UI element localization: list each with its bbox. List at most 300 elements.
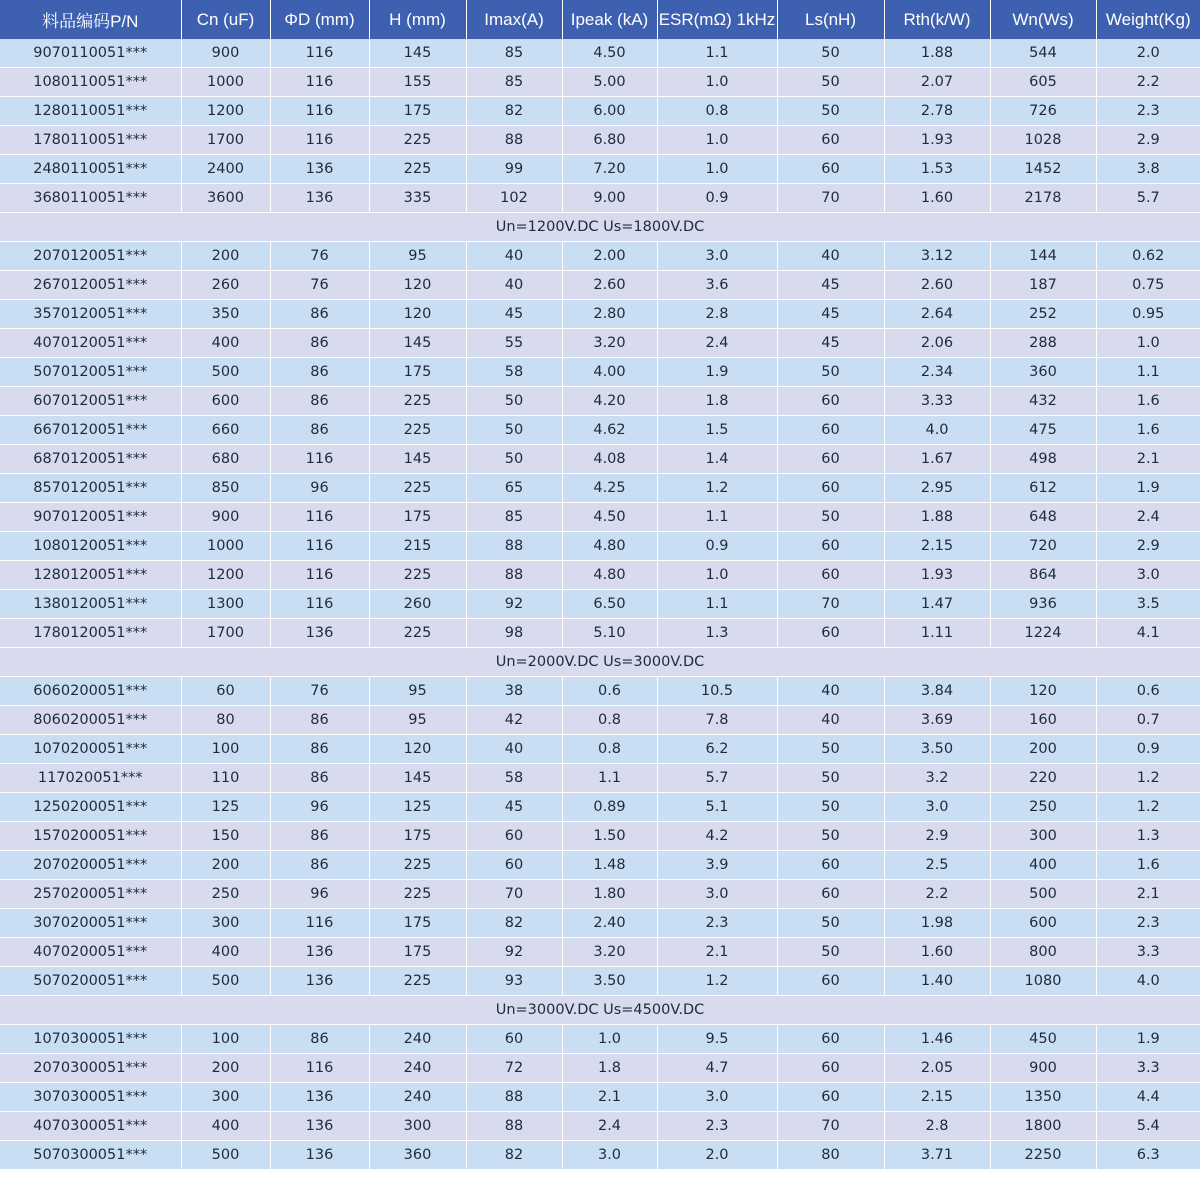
col-part-number-cell: 2070120051*** <box>0 242 181 271</box>
col-capacitance-cell: 1200 <box>181 97 270 126</box>
col-energy-header: Wn(Ws) <box>990 0 1096 39</box>
col-esr-cell: 2.4 <box>657 329 777 358</box>
col-imax-cell: 45 <box>466 300 562 329</box>
col-ipeak-cell: 1.1 <box>562 764 657 793</box>
col-rth-cell: 2.06 <box>884 329 990 358</box>
col-inductance-cell: 60 <box>777 155 884 184</box>
col-energy-cell: 187 <box>990 271 1096 300</box>
col-part-number-cell: 6870120051*** <box>0 445 181 474</box>
table-row <box>0 1112 1200 1141</box>
col-diameter-cell: 86 <box>270 387 369 416</box>
col-part-number-cell: 5070120051*** <box>0 358 181 387</box>
col-inductance-cell: 50 <box>777 938 884 967</box>
col-diameter-header: ΦD (mm) <box>270 0 369 39</box>
col-diameter-cell: 116 <box>270 1054 369 1083</box>
col-inductance-cell: 60 <box>777 416 884 445</box>
col-imax-cell: 82 <box>466 1141 562 1170</box>
col-inductance-header: Ls(nH) <box>777 0 884 39</box>
col-part-number-cell: 1280120051*** <box>0 561 181 590</box>
col-weight-cell: 1.3 <box>1096 822 1200 851</box>
voltage-group-label: Un=2000V.DC Us=3000V.DC <box>0 648 1200 677</box>
col-esr-cell: 3.0 <box>657 880 777 909</box>
col-energy-cell: 360 <box>990 358 1096 387</box>
col-rth-cell: 1.60 <box>884 184 990 213</box>
col-energy-cell: 200 <box>990 735 1096 764</box>
col-esr-cell: 6.2 <box>657 735 777 764</box>
table-row <box>0 329 1200 358</box>
col-ipeak-cell: 6.00 <box>562 97 657 126</box>
col-height-cell: 240 <box>369 1083 466 1112</box>
col-inductance-cell: 60 <box>777 474 884 503</box>
col-ipeak-cell: 3.50 <box>562 967 657 996</box>
col-weight-cell: 2.1 <box>1096 445 1200 474</box>
table-row <box>0 1025 1200 1054</box>
col-diameter-cell: 116 <box>270 532 369 561</box>
table-row <box>0 619 1200 648</box>
col-ipeak-cell: 4.25 <box>562 474 657 503</box>
voltage-group-row <box>0 648 1200 677</box>
col-esr-cell: 1.1 <box>657 503 777 532</box>
col-ipeak-cell: 7.20 <box>562 155 657 184</box>
col-height-cell: 225 <box>369 619 466 648</box>
table-row <box>0 764 1200 793</box>
col-rth-cell: 2.34 <box>884 358 990 387</box>
table-header <box>0 0 1200 39</box>
col-ipeak-cell: 0.8 <box>562 735 657 764</box>
col-inductance-cell: 60 <box>777 619 884 648</box>
col-rth-cell: 1.67 <box>884 445 990 474</box>
col-esr-cell: 2.3 <box>657 909 777 938</box>
col-ipeak-cell: 5.00 <box>562 68 657 97</box>
col-part-number-cell: 1250200051*** <box>0 793 181 822</box>
col-capacitance-cell: 2400 <box>181 155 270 184</box>
col-energy-cell: 2250 <box>990 1141 1096 1170</box>
col-energy-cell: 400 <box>990 851 1096 880</box>
col-capacitance-cell: 680 <box>181 445 270 474</box>
col-diameter-cell: 116 <box>270 909 369 938</box>
col-rth-cell: 2.78 <box>884 97 990 126</box>
col-capacitance-cell: 300 <box>181 909 270 938</box>
col-energy-cell: 498 <box>990 445 1096 474</box>
col-part-number-cell: 1380120051*** <box>0 590 181 619</box>
col-capacitance-cell: 900 <box>181 503 270 532</box>
col-weight-cell: 4.4 <box>1096 1083 1200 1112</box>
col-rth-cell: 3.50 <box>884 735 990 764</box>
col-ipeak-cell: 0.8 <box>562 706 657 735</box>
col-rth-cell: 2.9 <box>884 822 990 851</box>
table-row <box>0 1083 1200 1112</box>
col-capacitance-cell: 850 <box>181 474 270 503</box>
col-weight-cell: 4.0 <box>1096 967 1200 996</box>
col-rth-cell: 1.93 <box>884 561 990 590</box>
col-esr-cell: 4.7 <box>657 1054 777 1083</box>
table-row <box>0 97 1200 126</box>
col-weight-cell: 1.1 <box>1096 358 1200 387</box>
col-weight-cell: 2.0 <box>1096 39 1200 68</box>
col-weight-cell: 1.6 <box>1096 387 1200 416</box>
col-height-cell: 145 <box>369 764 466 793</box>
col-imax-cell: 58 <box>466 358 562 387</box>
col-energy-cell: 288 <box>990 329 1096 358</box>
voltage-group-label: Un=1200V.DC Us=1800V.DC <box>0 213 1200 242</box>
col-imax-cell: 40 <box>466 735 562 764</box>
col-capacitance-cell: 100 <box>181 1025 270 1054</box>
col-rth-cell: 2.05 <box>884 1054 990 1083</box>
col-energy-cell: 250 <box>990 793 1096 822</box>
col-imax-cell: 60 <box>466 822 562 851</box>
col-rth-cell: 1.88 <box>884 503 990 532</box>
col-weight-cell: 4.1 <box>1096 619 1200 648</box>
col-diameter-cell: 116 <box>270 68 369 97</box>
col-energy-cell: 720 <box>990 532 1096 561</box>
voltage-group-row <box>0 213 1200 242</box>
col-diameter-cell: 86 <box>270 329 369 358</box>
col-esr-cell: 2.0 <box>657 1141 777 1170</box>
col-rth-cell: 1.60 <box>884 938 990 967</box>
col-height-cell: 215 <box>369 532 466 561</box>
col-weight-cell: 2.9 <box>1096 532 1200 561</box>
col-inductance-cell: 60 <box>777 851 884 880</box>
col-part-number-cell: 4070120051*** <box>0 329 181 358</box>
table-row <box>0 416 1200 445</box>
col-part-number-cell: 8060200051*** <box>0 706 181 735</box>
col-energy-cell: 726 <box>990 97 1096 126</box>
col-capacitance-cell: 125 <box>181 793 270 822</box>
col-capacitance-cell: 200 <box>181 242 270 271</box>
col-capacitance-cell: 110 <box>181 764 270 793</box>
col-energy-cell: 220 <box>990 764 1096 793</box>
col-ipeak-cell: 2.4 <box>562 1112 657 1141</box>
col-esr-cell: 3.6 <box>657 271 777 300</box>
table-row <box>0 68 1200 97</box>
col-part-number-cell: 1080110051*** <box>0 68 181 97</box>
table-row <box>0 1054 1200 1083</box>
table-row <box>0 880 1200 909</box>
col-energy-cell: 605 <box>990 68 1096 97</box>
col-weight-cell: 3.8 <box>1096 155 1200 184</box>
col-energy-cell: 1080 <box>990 967 1096 996</box>
col-imax-cell: 40 <box>466 242 562 271</box>
col-esr-cell: 0.8 <box>657 97 777 126</box>
col-inductance-cell: 40 <box>777 677 884 706</box>
col-height-cell: 225 <box>369 474 466 503</box>
col-diameter-cell: 136 <box>270 1083 369 1112</box>
col-capacitance-cell: 500 <box>181 967 270 996</box>
col-height-cell: 120 <box>369 271 466 300</box>
col-inductance-cell: 50 <box>777 764 884 793</box>
col-energy-cell: 800 <box>990 938 1096 967</box>
col-weight-cell: 0.75 <box>1096 271 1200 300</box>
col-imax-cell: 85 <box>466 503 562 532</box>
col-capacitance-cell: 400 <box>181 1112 270 1141</box>
col-imax-cell: 88 <box>466 126 562 155</box>
col-part-number-cell: 117020051*** <box>0 764 181 793</box>
col-height-cell: 225 <box>369 851 466 880</box>
col-imax-cell: 93 <box>466 967 562 996</box>
col-weight-cell: 1.9 <box>1096 1025 1200 1054</box>
col-inductance-cell: 50 <box>777 735 884 764</box>
col-inductance-cell: 80 <box>777 1141 884 1170</box>
col-diameter-cell: 136 <box>270 619 369 648</box>
col-rth-cell: 2.64 <box>884 300 990 329</box>
col-height-header: H (mm) <box>369 0 466 39</box>
col-esr-cell: 1.2 <box>657 967 777 996</box>
col-energy-cell: 1224 <box>990 619 1096 648</box>
col-inductance-cell: 60 <box>777 1083 884 1112</box>
col-weight-cell: 3.0 <box>1096 561 1200 590</box>
col-part-number-cell: 3570120051*** <box>0 300 181 329</box>
col-imax-cell: 58 <box>466 764 562 793</box>
table-row <box>0 822 1200 851</box>
col-ipeak-cell: 3.20 <box>562 938 657 967</box>
col-esr-cell: 1.0 <box>657 126 777 155</box>
col-imax-cell: 98 <box>466 619 562 648</box>
col-esr-cell: 5.1 <box>657 793 777 822</box>
col-ipeak-cell: 4.80 <box>562 561 657 590</box>
col-diameter-cell: 116 <box>270 97 369 126</box>
table-row <box>0 184 1200 213</box>
col-part-number-cell: 5070200051*** <box>0 967 181 996</box>
col-part-number-cell: 6060200051*** <box>0 677 181 706</box>
col-imax-cell: 99 <box>466 155 562 184</box>
col-diameter-cell: 86 <box>270 764 369 793</box>
col-weight-cell: 1.2 <box>1096 793 1200 822</box>
col-diameter-cell: 96 <box>270 880 369 909</box>
col-esr-cell: 10.5 <box>657 677 777 706</box>
col-energy-cell: 120 <box>990 677 1096 706</box>
col-diameter-cell: 86 <box>270 822 369 851</box>
col-height-cell: 95 <box>369 242 466 271</box>
col-part-number-cell: 1070200051*** <box>0 735 181 764</box>
col-part-number-cell: 1780110051*** <box>0 126 181 155</box>
col-rth-cell: 1.98 <box>884 909 990 938</box>
col-capacitance-cell: 1000 <box>181 532 270 561</box>
table-row <box>0 967 1200 996</box>
col-esr-cell: 3.0 <box>657 1083 777 1112</box>
col-height-cell: 175 <box>369 938 466 967</box>
col-part-number-cell: 2480110051*** <box>0 155 181 184</box>
col-energy-cell: 612 <box>990 474 1096 503</box>
table-row <box>0 561 1200 590</box>
col-capacitance-cell: 150 <box>181 822 270 851</box>
col-inductance-cell: 60 <box>777 445 884 474</box>
table-row <box>0 39 1200 68</box>
table-row <box>0 590 1200 619</box>
col-inductance-cell: 60 <box>777 880 884 909</box>
col-imax-cell: 45 <box>466 793 562 822</box>
col-inductance-cell: 40 <box>777 242 884 271</box>
col-capacitance-cell: 1700 <box>181 126 270 155</box>
col-inductance-cell: 50 <box>777 39 884 68</box>
col-ipeak-cell: 6.80 <box>562 126 657 155</box>
col-part-number-cell: 4070300051*** <box>0 1112 181 1141</box>
col-esr-cell: 4.2 <box>657 822 777 851</box>
col-height-cell: 225 <box>369 416 466 445</box>
col-diameter-cell: 96 <box>270 474 369 503</box>
col-energy-cell: 648 <box>990 503 1096 532</box>
col-ipeak-cell: 4.62 <box>562 416 657 445</box>
col-height-cell: 260 <box>369 590 466 619</box>
table-row <box>0 271 1200 300</box>
table-row <box>0 1141 1200 1170</box>
col-part-number-cell: 9070110051*** <box>0 39 181 68</box>
col-inductance-cell: 60 <box>777 967 884 996</box>
col-esr-cell: 1.1 <box>657 590 777 619</box>
col-ipeak-cell: 2.00 <box>562 242 657 271</box>
col-ipeak-cell: 1.0 <box>562 1025 657 1054</box>
col-diameter-cell: 86 <box>270 851 369 880</box>
col-rth-cell: 1.11 <box>884 619 990 648</box>
col-imax-cell: 55 <box>466 329 562 358</box>
col-diameter-cell: 116 <box>270 590 369 619</box>
col-weight-header: Weight(Kg) <box>1096 0 1200 39</box>
col-imax-cell: 82 <box>466 97 562 126</box>
col-height-cell: 225 <box>369 561 466 590</box>
col-ipeak-cell: 4.00 <box>562 358 657 387</box>
col-height-cell: 155 <box>369 68 466 97</box>
col-part-number-cell: 2070200051*** <box>0 851 181 880</box>
col-energy-cell: 1028 <box>990 126 1096 155</box>
col-inductance-cell: 60 <box>777 1025 884 1054</box>
col-height-cell: 145 <box>369 445 466 474</box>
col-esr-cell: 0.9 <box>657 184 777 213</box>
col-weight-cell: 1.6 <box>1096 416 1200 445</box>
col-height-cell: 95 <box>369 706 466 735</box>
col-inductance-cell: 50 <box>777 822 884 851</box>
col-weight-cell: 2.3 <box>1096 97 1200 126</box>
col-imax-cell: 82 <box>466 909 562 938</box>
col-imax-cell: 88 <box>466 561 562 590</box>
col-part-number-cell: 3070200051*** <box>0 909 181 938</box>
table-row <box>0 126 1200 155</box>
voltage-group-label: Un=3000V.DC Us=4500V.DC <box>0 996 1200 1025</box>
col-weight-cell: 3.5 <box>1096 590 1200 619</box>
col-esr-cell: 1.0 <box>657 68 777 97</box>
col-inductance-cell: 40 <box>777 706 884 735</box>
col-inductance-cell: 45 <box>777 329 884 358</box>
col-energy-cell: 252 <box>990 300 1096 329</box>
col-part-number-cell: 6670120051*** <box>0 416 181 445</box>
col-esr-cell: 0.9 <box>657 532 777 561</box>
table-body <box>0 39 1200 1170</box>
col-energy-cell: 936 <box>990 590 1096 619</box>
col-energy-cell: 144 <box>990 242 1096 271</box>
col-part-number-cell: 6070120051*** <box>0 387 181 416</box>
col-esr-cell: 3.0 <box>657 242 777 271</box>
col-height-cell: 120 <box>369 735 466 764</box>
col-ipeak-cell: 4.20 <box>562 387 657 416</box>
col-imax-cell: 50 <box>466 416 562 445</box>
col-weight-cell: 5.7 <box>1096 184 1200 213</box>
table-row <box>0 735 1200 764</box>
col-height-cell: 175 <box>369 358 466 387</box>
table-row <box>0 358 1200 387</box>
header-row <box>0 0 1200 39</box>
col-esr-cell: 1.0 <box>657 155 777 184</box>
col-diameter-cell: 116 <box>270 39 369 68</box>
col-height-cell: 175 <box>369 822 466 851</box>
table-row <box>0 938 1200 967</box>
col-part-number-cell: 1280110051*** <box>0 97 181 126</box>
col-height-cell: 225 <box>369 880 466 909</box>
table-row <box>0 474 1200 503</box>
col-esr-cell: 1.5 <box>657 416 777 445</box>
col-energy-cell: 475 <box>990 416 1096 445</box>
col-height-cell: 175 <box>369 97 466 126</box>
col-esr-cell: 1.0 <box>657 561 777 590</box>
col-part-number-cell: 1080120051*** <box>0 532 181 561</box>
col-weight-cell: 2.1 <box>1096 880 1200 909</box>
col-capacitance-cell: 400 <box>181 329 270 358</box>
col-diameter-cell: 76 <box>270 242 369 271</box>
col-diameter-cell: 116 <box>270 561 369 590</box>
col-energy-cell: 1800 <box>990 1112 1096 1141</box>
col-weight-cell: 0.95 <box>1096 300 1200 329</box>
col-ipeak-cell: 4.50 <box>562 39 657 68</box>
col-height-cell: 95 <box>369 677 466 706</box>
col-energy-cell: 864 <box>990 561 1096 590</box>
col-energy-cell: 900 <box>990 1054 1096 1083</box>
col-imax-cell: 50 <box>466 445 562 474</box>
col-energy-cell: 1452 <box>990 155 1096 184</box>
col-height-cell: 360 <box>369 1141 466 1170</box>
col-ipeak-cell: 9.00 <box>562 184 657 213</box>
col-ipeak-cell: 1.50 <box>562 822 657 851</box>
col-imax-cell: 42 <box>466 706 562 735</box>
col-height-cell: 240 <box>369 1054 466 1083</box>
col-esr-cell: 2.3 <box>657 1112 777 1141</box>
col-diameter-cell: 136 <box>270 184 369 213</box>
col-diameter-cell: 86 <box>270 735 369 764</box>
col-part-number-cell: 1070300051*** <box>0 1025 181 1054</box>
col-ipeak-cell: 2.80 <box>562 300 657 329</box>
col-diameter-cell: 86 <box>270 416 369 445</box>
col-capacitance-cell: 260 <box>181 271 270 300</box>
col-capacitance-cell: 200 <box>181 1054 270 1083</box>
col-energy-cell: 450 <box>990 1025 1096 1054</box>
col-part-number-cell: 9070120051*** <box>0 503 181 532</box>
col-rth-cell: 3.2 <box>884 764 990 793</box>
col-diameter-cell: 86 <box>270 358 369 387</box>
col-rth-cell: 2.95 <box>884 474 990 503</box>
col-inductance-cell: 70 <box>777 1112 884 1141</box>
col-height-cell: 225 <box>369 967 466 996</box>
col-height-cell: 225 <box>369 155 466 184</box>
col-inductance-cell: 50 <box>777 793 884 822</box>
col-weight-cell: 0.62 <box>1096 242 1200 271</box>
col-capacitance-cell: 1300 <box>181 590 270 619</box>
col-inductance-cell: 50 <box>777 68 884 97</box>
col-weight-cell: 1.2 <box>1096 764 1200 793</box>
col-imax-header: Imax(A) <box>466 0 562 39</box>
col-inductance-cell: 50 <box>777 358 884 387</box>
col-height-cell: 125 <box>369 793 466 822</box>
col-height-cell: 240 <box>369 1025 466 1054</box>
table-row <box>0 706 1200 735</box>
col-rth-cell: 3.33 <box>884 387 990 416</box>
col-rth-cell: 2.07 <box>884 68 990 97</box>
col-ipeak-cell: 3.0 <box>562 1141 657 1170</box>
col-esr-cell: 2.8 <box>657 300 777 329</box>
col-capacitance-cell: 500 <box>181 1141 270 1170</box>
col-capacitance-cell: 80 <box>181 706 270 735</box>
col-weight-cell: 1.0 <box>1096 329 1200 358</box>
col-inductance-cell: 70 <box>777 590 884 619</box>
table-row <box>0 909 1200 938</box>
col-rth-cell: 3.84 <box>884 677 990 706</box>
col-imax-cell: 92 <box>466 938 562 967</box>
col-height-cell: 145 <box>369 39 466 68</box>
